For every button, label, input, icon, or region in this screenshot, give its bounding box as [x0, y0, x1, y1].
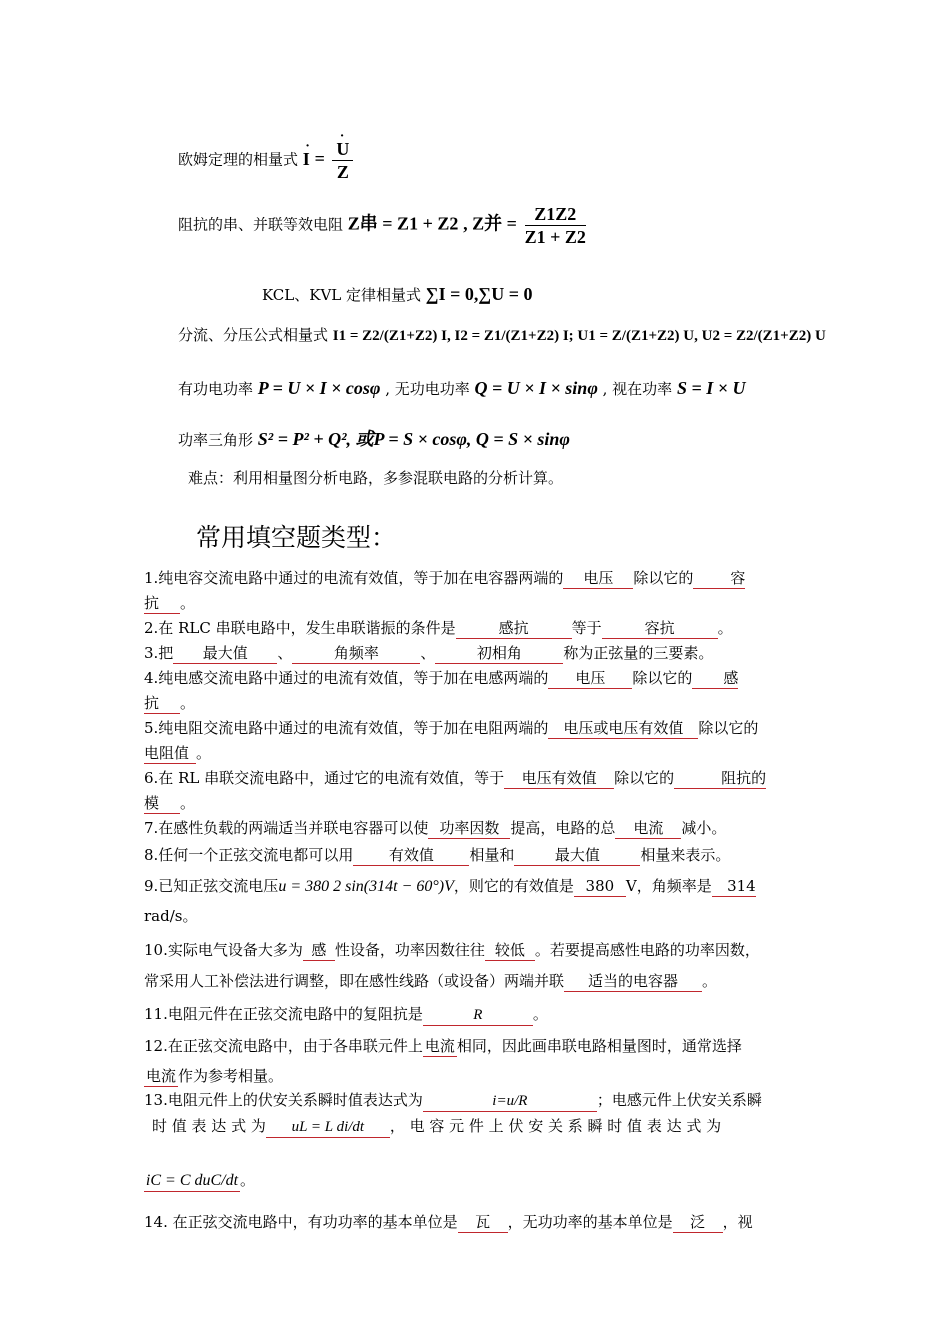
q2-pre: 2.在 RLC 串联电路中，发生串联谐振的条件是 — [144, 619, 456, 637]
kcl-expr: ∑I = 0,∑U = 0 — [425, 284, 533, 304]
q4-answer-2: 感 — [692, 668, 738, 689]
q1-mid: 除以它的 — [633, 569, 694, 587]
q12-post: 作为参考相量。 — [178, 1067, 284, 1085]
q14-answer-2: 泛 — [673, 1212, 723, 1233]
triangle-expr: S² = P² + Q², 或P = S × cosφ, Q = S × sinφ — [257, 429, 570, 449]
q12-answer-2: 电流 — [145, 1067, 176, 1085]
q12-answer-1: 电流 — [424, 1037, 455, 1055]
q2-answer-1: 感抗 — [456, 618, 572, 639]
impedance-fraction — [525, 203, 586, 248]
question-10-line2 — [144, 971, 717, 992]
q14-pre: 14. 在正弦交流电路中，有功功率的基本单位是 — [144, 1213, 458, 1231]
q13-answer-3: iC = C duC/dt — [144, 1171, 240, 1192]
q3-sep-1: 、 — [277, 644, 293, 662]
q9-mid: V，角频率是 — [625, 877, 712, 895]
question-13-line2 — [152, 1116, 721, 1138]
q1-answer-1: 电压 — [563, 568, 633, 589]
q5-mid: 除以它的 — [698, 719, 759, 737]
question-6 — [144, 768, 766, 789]
question-9-line2: rad/s。 — [144, 907, 198, 925]
impedance-parallel-lhs: Z并 = — [472, 213, 517, 234]
q10-answer-2: 较低 — [485, 940, 535, 961]
ohm-label: 欧姆定理的相量式 — [178, 150, 299, 169]
q2-mid: 等于 — [571, 619, 602, 637]
q7-mid: 提高，电路的总 — [510, 819, 616, 837]
q12-mid: 相同，因此画串联电路相量图时，通常选择 — [456, 1037, 742, 1055]
q4-post: 。 — [180, 694, 196, 712]
question-2 — [144, 618, 733, 639]
q6-pre: 6.在 RL 串联交流电路中，通过它的电流有效值，等于 — [144, 769, 505, 787]
q4-mid: 除以它的 — [632, 669, 693, 687]
q10-post: 。若要提高感性电路的功率因数， — [534, 941, 760, 959]
q8-answer-1: 有效值 — [353, 845, 469, 866]
q14-post: ，视 — [722, 1213, 753, 1231]
question-5-line2 — [144, 743, 211, 764]
q13-answer-2: uL = L di/dt — [266, 1117, 390, 1138]
q10-answer-3: 适当的电容器 — [564, 971, 702, 992]
impedance-label: 阻抗的串、并联等效电阻 — [178, 215, 344, 234]
q8-pre: 8.任何一个正弦交流电都可以用 — [144, 846, 354, 864]
power-s-label: , 视在功率 — [602, 380, 673, 398]
question-12 — [144, 1036, 742, 1057]
q11-post: 。 — [532, 1005, 548, 1023]
q13-pre: 13.电阻元件上的伏安关系瞬时值表达式为 — [144, 1091, 423, 1109]
q7-pre: 7.在感性负载的两端适当并联电容器可以使 — [144, 819, 429, 837]
power-p-expr: P = U × I × cosφ — [257, 378, 381, 398]
triangle-label: 功率三角形 — [178, 431, 254, 449]
q6-post: 。 — [180, 794, 196, 812]
q3-answer-3: 初相角 — [435, 643, 563, 664]
divider-expr: I1 = Z2/(Z1+Z2) I, I2 = Z1/(Z1+Z2) I; U1 = Z/(Z1+Z2) U, U2 = Z2/(Z1+Z2) U — [332, 328, 826, 344]
q13-answer-1: i=u/R — [423, 1091, 597, 1112]
q5-pre: 5.纯电阻交流电路中通过的电流有效值，等于加在电阻两端的 — [144, 719, 549, 737]
q13-mid: ；电感元件上伏安关系瞬 — [596, 1091, 762, 1109]
q8-post: 相量来表示。 — [640, 846, 731, 864]
kcl-label: KCL、KVL 定律相量式 — [262, 286, 422, 304]
question-4 — [144, 668, 738, 689]
q1-answer-2b: 抗 — [144, 593, 180, 614]
q3-answer-2: 角频率 — [292, 643, 420, 664]
q5-answer-1: 电压或电压有效值 — [548, 718, 698, 739]
q9-answer-1: 380 — [574, 876, 626, 897]
q3-sep-2: 、 — [420, 644, 436, 662]
ohm-fraction — [332, 138, 353, 183]
q3-answer-1: 最大值 — [173, 643, 277, 664]
q10-pre: 10.实际电气设备大多为 — [144, 941, 303, 959]
q2-post: 。 — [717, 619, 733, 637]
q13-l2mid: ， 电 容 元 件 上 伏 安 关 系 瞬 时 值 表 达 式 为 — [389, 1117, 722, 1135]
question-13 — [144, 1090, 762, 1112]
power-formula — [178, 378, 746, 399]
q11-answer: R — [423, 1005, 533, 1026]
ohm-num: U · — [332, 138, 353, 161]
q6-mid: 除以它的 — [614, 769, 675, 787]
question-5 — [144, 718, 758, 739]
difficulty-note: 难点：利用相量图分析电路，多参混联电路的分析计算。 — [188, 469, 564, 487]
divider-label: 分流、分压公式相量式 — [178, 326, 329, 344]
q9-expr: u = 380 2 sin(314t − 60°)V — [278, 878, 454, 895]
q13-post: 。 — [240, 1171, 256, 1189]
impedance-den: Z1 + Z2 — [524, 227, 586, 247]
q4-pre: 4.纯电感交流电路中通过的电流有效值，等于加在电感两端的 — [144, 669, 549, 687]
q1-answer-2: 容 — [693, 568, 745, 589]
question-4-line2 — [144, 693, 195, 714]
q6-answer-1: 电压有效值 — [504, 768, 614, 789]
divider-formula — [178, 325, 826, 346]
q2-answer-2: 容抗 — [602, 618, 718, 639]
q10-l2pre: 常采用人工补偿法进行调整，即在感性线路（或设备）两端并联 — [144, 972, 565, 990]
q7-answer-2: 电流 — [615, 818, 681, 839]
impedance-num: Z1Z2 — [525, 203, 586, 226]
question-11 — [144, 1004, 548, 1026]
question-1 — [144, 568, 745, 589]
q5-post: 。 — [196, 744, 212, 762]
q5-answer-2: 电阻值 — [144, 743, 196, 764]
question-1-line2 — [144, 593, 195, 614]
question-9 — [144, 876, 756, 897]
q12-pre: 12.在正弦交流电路中，由于各串联元件上 — [144, 1037, 423, 1055]
question-10 — [144, 940, 760, 961]
q11-pre: 11.电阻元件在正弦交流电路中的复阻抗是 — [144, 1005, 423, 1023]
q10-answer-1: 感 — [303, 940, 335, 961]
q6-answer-2: 阻抗的 — [674, 768, 766, 789]
question-12-line2 — [144, 1066, 283, 1087]
q14-answer-1: 瓦 — [458, 1212, 508, 1233]
q8-mid: 相量和 — [469, 846, 515, 864]
question-6-line2 — [144, 793, 195, 814]
impedance-series: Z串 = Z1 + Z2 — [347, 213, 459, 234]
q3-pre: 3.把 — [144, 644, 174, 662]
question-8 — [144, 845, 730, 866]
q7-answer-1: 功率因数 — [428, 818, 510, 839]
triangle-formula — [178, 429, 570, 450]
question-3 — [144, 643, 713, 664]
ohm-den: Z — [336, 162, 349, 182]
q9-mid0: ，则它的有效值是 — [453, 877, 574, 895]
power-q-label: , 无功电功率 — [385, 380, 470, 398]
ohm-formula: 欧姆定理的相量式 I · = $\frac{U \cdot}{Z}$ — [178, 138, 356, 183]
q8-answer-2: 最大值 — [514, 845, 640, 866]
q10-l2post: 。 — [702, 972, 718, 990]
section-title: 常用填空题类型： — [196, 523, 397, 552]
q4-answer-1: 电压 — [548, 668, 632, 689]
q1-pre: 1.纯电容交流电路中通过的电流有效值，等于加在电容器两端的 — [144, 569, 564, 587]
q10-mid: 性设备，功率因数往往 — [334, 941, 485, 959]
q13-l2: 时 值 表 达 式 为 — [152, 1117, 266, 1135]
q6-answer-2b: 模 — [144, 793, 180, 814]
ohm-lhs: I · — [303, 149, 310, 169]
power-s-expr: S = I × U — [676, 378, 746, 398]
power-q-expr: Q = U × I × sinφ — [474, 378, 598, 398]
q14-mid: ，无功功率的基本单位是 — [507, 1213, 673, 1231]
power-p-label: 有功电功率 — [178, 380, 254, 398]
q3-post: 称为正弦量的三要素。 — [563, 644, 714, 662]
kcl-formula — [262, 284, 532, 305]
question-13-line3 — [144, 1170, 255, 1192]
q9-answer-2: 314 — [712, 876, 756, 897]
q9-pre: 9.已知正弦交流电压 — [144, 877, 279, 895]
question-14 — [144, 1212, 753, 1233]
question-7 — [144, 818, 726, 839]
q1-post: 。 — [180, 594, 196, 612]
q4-answer-2b: 抗 — [144, 693, 180, 714]
q7-post: 减小。 — [681, 819, 727, 837]
impedance-formula: 阻抗的串、并联等效电阻 Z串 = Z1 + Z2 , Z并 = $\frac{Z1Z2}{Z1 + Z2}$ — [178, 204, 586, 247]
